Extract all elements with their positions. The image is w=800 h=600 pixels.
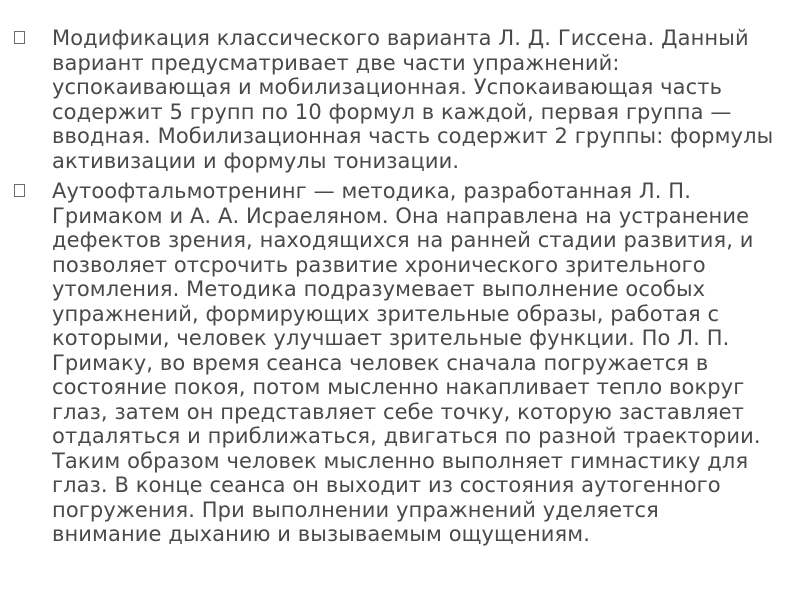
bullet-item — [14, 179, 774, 547]
square-bullet-icon — [14, 179, 52, 197]
bullet-text: Аутоофтальмотренинг — методика, разработанная Л. П. Гримаком и А. А. Исраеляном. Она направлена на устранение дефектов зрения, находящихся на ранней стадии развития, и позволяет отсрочить развитие хронического зрительного утомления. Методика подразумевает выполнение особых упражнений, формирующих зрительные образы, работая с которыми, человек улучшает зрительные функции. По Л. П. Гримаку, во время сеанса человек сначала погружается в состояние покоя, потом мысленно накапливает тепло вокруг глаз, затем он представляет себе точку, которую заставляет отдаляться и приближаться, двигаться по разной траектории. Таким образом человек мысленно выполняет гимнастику для глаз. В конце сеанса он выходит из состояния аутогенного погружения. При выполнении упражнений уделяется внимание дыханию и вызываемым ощущениям. — [52, 179, 761, 546]
bullet-list — [14, 26, 774, 553]
bullet-item — [14, 26, 774, 173]
bullet-text: Модификация классического варианта Л. Д. Гиссена. Данный вариант предусматривает две части упражнений: успокаивающая и мобилизационная. Успокаивающая часть содержит 5 групп по 10 формул в каждой, первая группа — вводная. Мобилизационная часть содержит 2 группы: формулы активизации и формулы тонизации. — [52, 26, 774, 173]
square-bullet-icon — [14, 26, 52, 44]
